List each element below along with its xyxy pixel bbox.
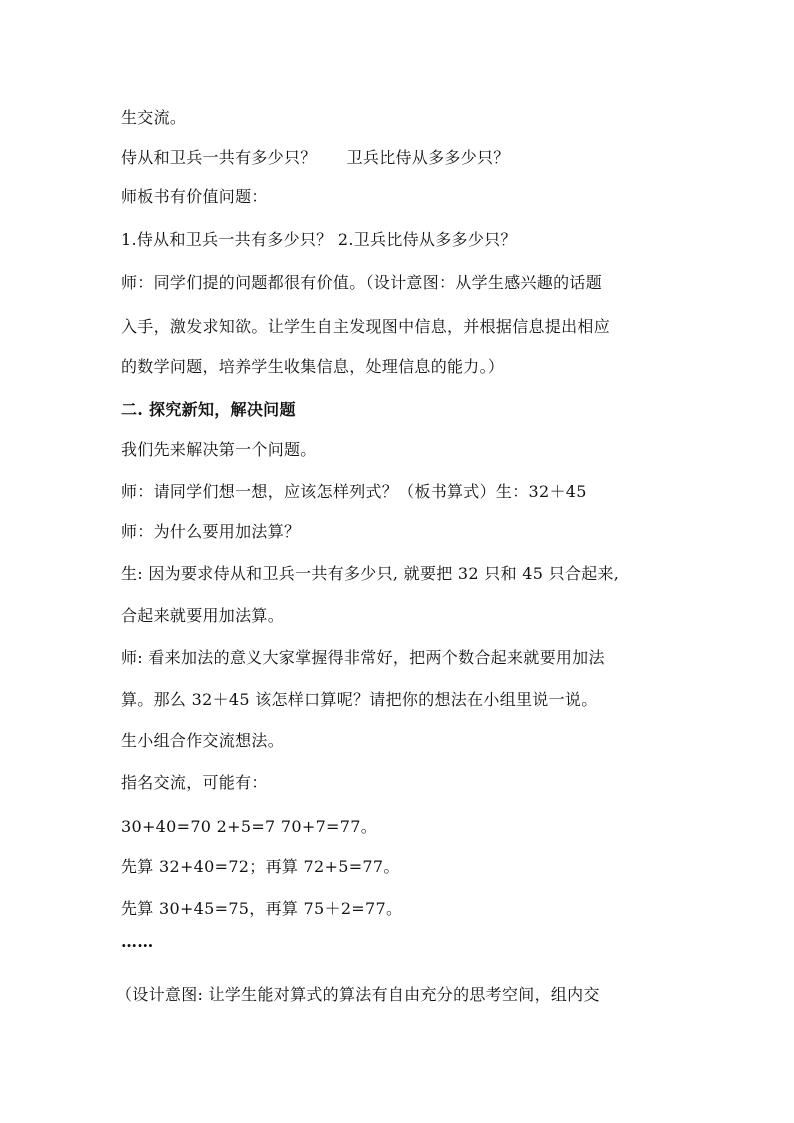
text-line: 师: 看来加法的意义大家掌握得非常好，把两个数合起来就要用加法 <box>121 648 605 667</box>
section-heading: 二. 探究新知，解决问题 <box>121 400 296 419</box>
numbered-questions: 1.侍从和卫兵一共有多少只？ 2.卫兵比侍从多多少只？ <box>121 230 517 249</box>
text-line: 生交流。 <box>121 108 187 127</box>
text-line: 合起来就要用加法算。 <box>121 606 285 625</box>
text-line: 师：为什么要用加法算？ <box>121 522 301 541</box>
text-line: 入手，激发求知欲。让学生自主发现图中信息，并根据信息提出相应 <box>121 317 611 336</box>
text-line: 生: 因为要求侍从和卫兵一共有多少只, 就要把 32 只和 45 只合起来, <box>121 564 620 583</box>
text-line: 师：请同学们想一想，应该怎样列式？（板书算式）生：32＋45 <box>121 482 587 501</box>
text-line: 我们先来解决第一个问题。 <box>121 440 317 459</box>
question-total: 侍从和卫兵一共有多少只？ <box>121 148 317 167</box>
text-line: 生小组合作交流想法。 <box>121 731 285 750</box>
equation-line: 先算 30+45=75，再算 75＋2=77。 <box>121 899 403 918</box>
question-line <box>121 148 681 168</box>
text-line: 师板书有价值问题： <box>121 187 268 206</box>
text-line: 算。那么 32＋45 该怎样口算呢？请把你的想法在小组里说一说。 <box>121 690 598 709</box>
text-line: 的数学问题，培养学生收集信息，处理信息的能力。） <box>121 357 505 376</box>
equation-line: 先算 32+40=72；再算 72+5=77。 <box>121 857 400 876</box>
question-difference: 卫兵比侍从多多少只？ <box>346 148 510 167</box>
text-line: 指名交流，可能有： <box>121 773 268 792</box>
text-line: 师：同学们提的问题都很有价值。（设计意图：从学生感兴趣的话题 <box>121 273 603 292</box>
ellipsis: …… <box>121 932 154 951</box>
text-line: （设计意图: 让学生能对算式的算法有自由充分的思考空间，组内交 <box>116 985 600 1004</box>
equation-line: 30+40=70 2+5=7 70+7=77。 <box>121 817 378 836</box>
